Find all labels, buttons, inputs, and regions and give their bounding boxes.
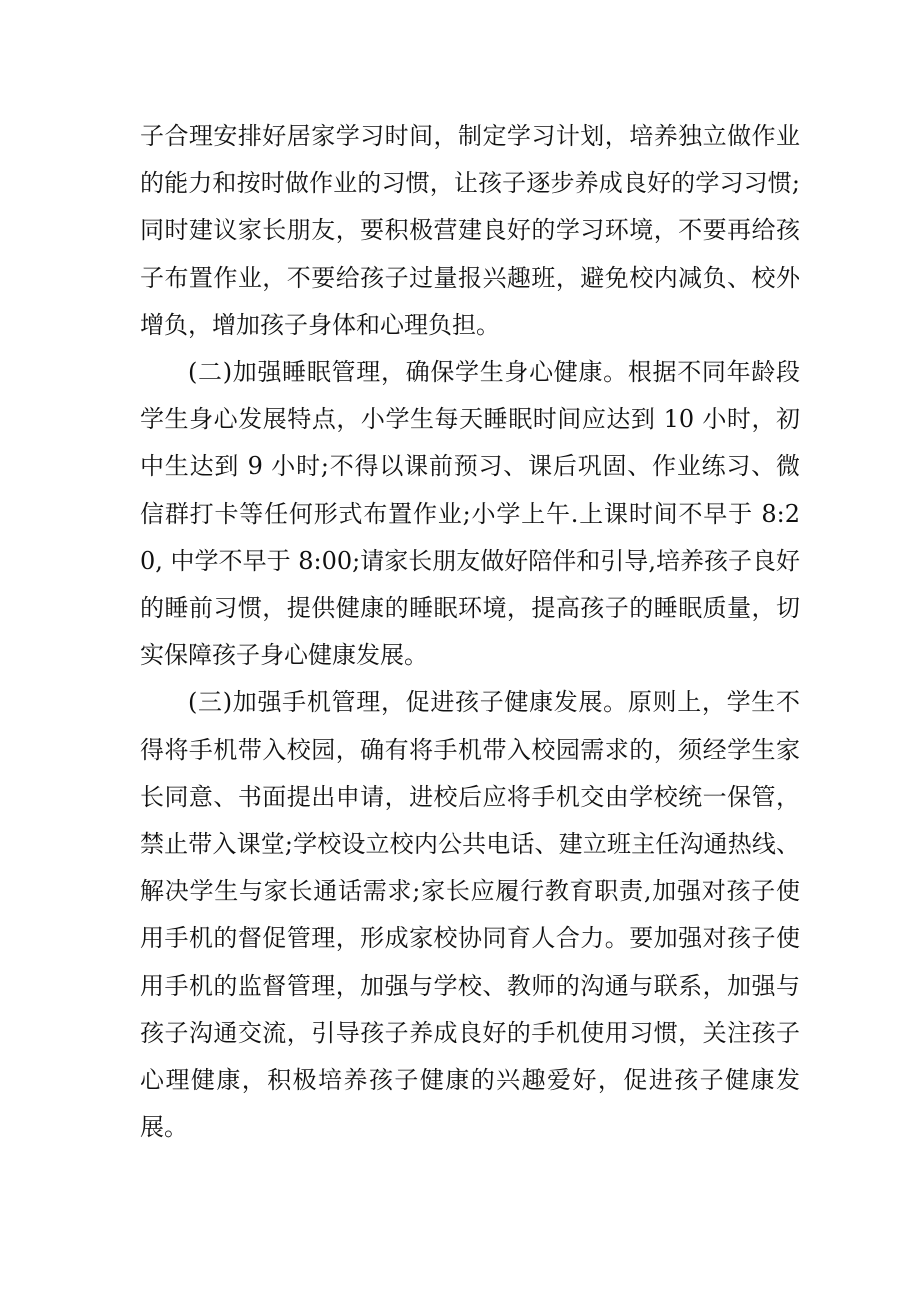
document-body xyxy=(140,113,800,1151)
paragraph-sleep-management: (二)加强睡眠管理，确保学生身心健康。根据不同年龄段学生身心发展特点，小学生每天睡眠时间应达到 10 小时，初中生达到 9 小时;不得以课前预习、课后巩固、作业练习、微信群打卡等任何形式布置作业;小学上午.上课时间不早于 8:20, 中学不早于 8:00;请家长朋友做好陪伴和引导,培养孩子良好的睡前习惯，提供健康的睡眠环境，提高孩子的睡眠质量，切实保障孩子身心健康发展。 xyxy=(140,358,800,670)
paragraph-homework: 子合理安排好居家学习时间，制定学习计划，培养独立做作业的能力和按时做作业的习惯，让孩子逐步养成良好的学习习惯;同时建议家长朋友，要积极营建良好的学习环境，不要再给孩子布置作业，不要给孩子过量报兴趣班，避免校内减负、校外增负，增加孩子身体和心理负担。 xyxy=(140,122,800,339)
paragraph-phone-management: (三)加强手机管理，促进孩子健康发展。原则上，学生不得将手机带入校园，确有将手机带入校园需求的，须经学生家长同意、书面提出申请，进校后应将手机交由学校统一保管，禁止带入课堂;学校设立校内公共电话、建立班主任沟通热线、解决学生与家长通话需求;家长应履行教育职责,加强对孩子使用手机的督促管理，形成家校协同育人合力。要加强对孩子使用手机的监督管理，加强与学校、教师的沟通与联系，加强与孩子沟通交流，引导孩子养成良好的手机使用习惯，关注孩子心理健康，积极培养孩子健康的兴趣爱好，促进孩子健康发展。 xyxy=(140,688,800,1142)
